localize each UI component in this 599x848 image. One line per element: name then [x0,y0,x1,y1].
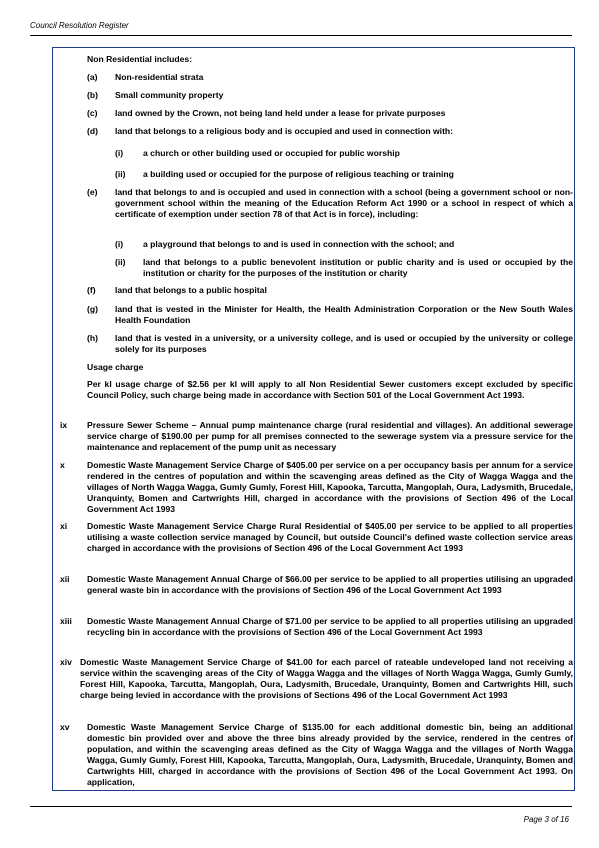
page-header: Council Resolution Register [30,21,129,30]
charge-item-text: Domestic Waste Management Service Charge Rural Residential of $405.00 per service to be applied to all properties utilising a waste collection service managed by Council, but outside Council's defined waste collection service areas charged in accordance with the provisions of Section 496 of the Local Government Act 1993 [87,521,573,553]
item-text: land that is vested in the Minister for Health, the Health Administration Corporation or the New South Wales Health Foundation [115,304,573,325]
item-label: (e) [87,187,98,197]
non-residential-heading: Non Residential includes: [87,54,193,64]
subitem-label: (i) [115,148,124,158]
subitem-label: (ii) [115,257,126,267]
charge-item-text: Domestic Waste Management Service Charge of $405.00 per service on a per occupancy basis per annum for a service rendered in the centres of population and within the scavenging areas defined as the City of Wagga Wagga and the villages of North Wagga Wagga, Gumly Gumly, Forest Hill, Kapooka, Tarcutta, Mangoplah, Oura, Ladysmith, Brucedale, Uranquinty, Bomen and Cartwrights Hill, charged in accordance with the provisions of Section 496 of the Local Government Act 1993 [87,460,573,514]
charge-item-text: Pressure Sewer Scheme – Annual pump maintenance charge (rural residential and villages). An additional sewerage service charge of $190.00 per pump for all premises connected to the sewerage system via a pressure service for the maintenance and replacement of the pump unit as necessary [87,420,573,452]
item-text: land that belongs to a public hospital [115,285,267,295]
item-numeral: xii [60,574,70,584]
item-text: land owned by the Crown, not being land held under a lease for private purposes [115,108,446,118]
item-numeral: xiii [60,616,72,626]
item-text: land that is vested in a university, or a university college, and is used or occupied by the university or college solely for its purposes [115,333,573,354]
subitem-label: (ii) [115,169,126,179]
subitem-text: a building used or occupied for the purpose of religious teaching or training [143,169,454,179]
item-label: (d) [87,126,98,136]
item-label: (h) [87,333,98,343]
footer-rule [30,806,572,807]
item-numeral: xi [60,521,68,531]
usage-charge-text: Per kl usage charge of $2.56 per kl will apply to all Non Residential Sewer customers except excluded by specific Council Policy, such charge being made in accordance with Section 501 of the Local Government Act 1993. [87,379,573,400]
subitem-text: a playground that belongs to and is used in connection with the school; and [143,239,455,249]
item-numeral: x [60,460,65,470]
charge-item-text: Domestic Waste Management Service Charge of $41.00 for each parcel of rateable undeveloped land not receiving a service within the scavenging areas of the City of Wagga Wagga and the villages of North Wagga Wagga, Gumly Gumly, Forest Hill, Kapooka, Tarcutta, Mangoplah, Oura, Ladysmith, Brucedale, Uranquinty, Bomen and Cartwrights Hill, such charge being levied in accordance with the provisions of Sections 496 of the Local Government Act 1993 [80,657,573,700]
item-numeral: xv [60,722,70,732]
item-numeral: xiv [60,657,72,667]
usage-charge-heading: Usage charge [87,362,144,372]
subitem-text: a church or other building used or occupied for public worship [143,148,400,158]
item-label: (b) [87,90,98,100]
item-text: land that belongs to and is occupied and used in connection with a school (being a government school or non-government school within the meaning of the Education Reform Act 1990 or a school in respect of which a certificate of exemption under section 78 of that Act is in force), including: [115,187,573,219]
charge-item-text: Domestic Waste Management Annual Charge of $66.00 per service to be applied to all properties utilising an upgraded general waste bin in accordance with the provisions of Section 496 of the Local Government Act 1993 [87,574,573,595]
item-label: (a) [87,72,98,82]
charge-item-text: Domestic Waste Management Service Charge of $135.00 for each additional domestic bin, being an additional domestic bin provided over and above the three bins already provided by the service, rendered in the centres of population, and within the scavenging areas defined as the City of Wagga Wagga and the villages of North Wagga Wagga, Gumly Gumly, Forest Hill, Kapooka, Tarcutta, Mangoplah, Oura, Ladysmith, Brucedale, Uranquinty, Bomen and Cartwrights Hill, charged in accordance with the provisions of Section 496 of the Local Government Act 1993. On application, [87,722,573,787]
page-number: Page 3 of 16 [523,815,569,824]
item-text: land that belongs to a religious body and is occupied and used in connection with: [115,126,454,136]
subitem-text: land that belongs to a public benevolent institution or public charity and is used or occupied by the institution or charity for the purposes of the institution or charity [143,257,573,278]
item-label: (c) [87,108,98,118]
item-label: (f) [87,285,96,295]
item-text: Small community property [115,90,224,100]
item-numeral: ix [60,420,68,430]
item-text: Non-residential strata [115,72,204,82]
charge-item-text: Domestic Waste Management Annual Charge of $71.00 per service to be applied to all properties utilising an upgraded recycling bin in accordance with the provisions of Section 496 of the Local Government Act 1993 [87,616,573,637]
header-rule [30,35,572,36]
subitem-label: (i) [115,239,124,249]
item-label: (g) [87,304,98,314]
